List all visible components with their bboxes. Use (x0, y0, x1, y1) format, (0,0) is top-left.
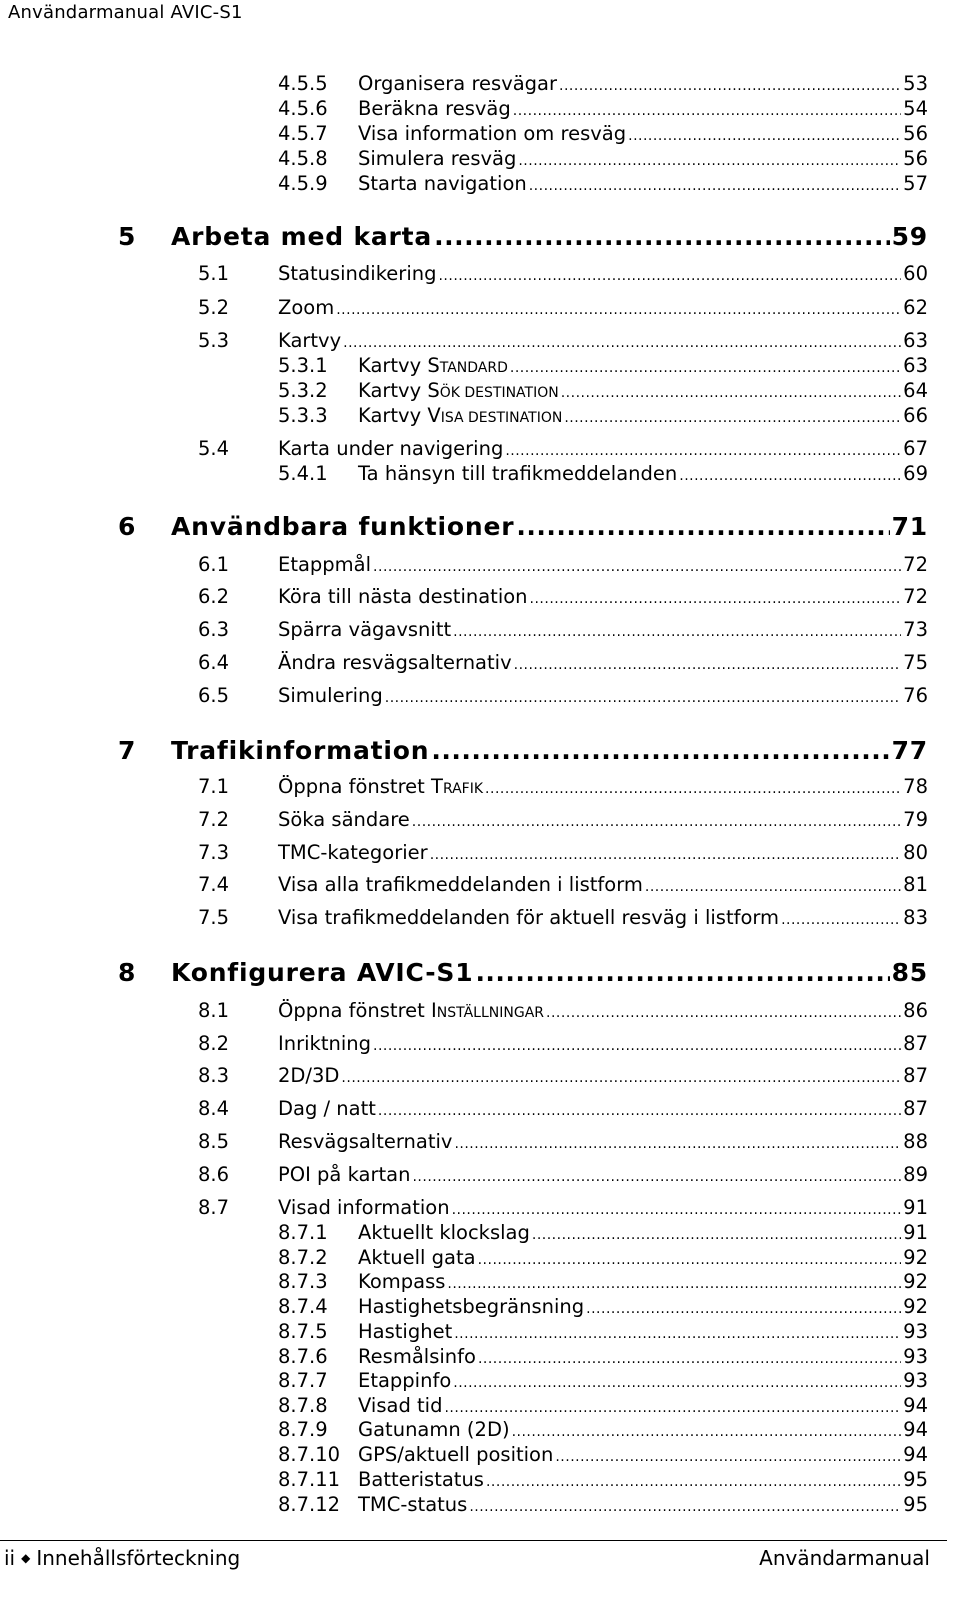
toc-entry-title (358, 379, 559, 402)
toc-entry-title (278, 775, 483, 798)
toc-leader-dots (478, 1351, 901, 1367)
toc-entry-page: 95 (903, 1493, 928, 1516)
toc-entry-page: 79 (903, 808, 928, 831)
toc-entry-page: 95 (903, 1468, 928, 1491)
toc-entry-title-text: Batteristatus (358, 1468, 484, 1491)
toc-entry-title (278, 329, 341, 352)
toc-entry-number: 7.5 (198, 906, 230, 929)
toc-leader-dots (561, 385, 901, 401)
toc-entry-title-text: Kartvy (278, 329, 342, 352)
toc-entry-number: 8.4 (198, 1097, 230, 1120)
toc-entry-number: 8.7.2 (278, 1246, 328, 1269)
toc-entry-number: 6.1 (198, 553, 230, 576)
toc-entry-title (278, 999, 544, 1022)
toc-entry-number: 8.7 (198, 1196, 230, 1219)
toc-entry-title-text: Spärra vägavsnitt (278, 618, 452, 641)
toc-leader-dots (529, 178, 901, 194)
toc-leader-dots (454, 1136, 901, 1152)
toc-entry[interactable] (198, 873, 928, 896)
toc-entry-title (278, 808, 410, 831)
toc-entry-page: 73 (903, 618, 928, 641)
toc-entry-number: 5 (118, 222, 137, 251)
toc-entry-number: 8.7.4 (278, 1295, 328, 1318)
toc-entry-title-smallcaps: NSTÄLLNINGAR (436, 1005, 545, 1021)
toc-entry-page: 93 (903, 1369, 928, 1392)
toc-entry-title-text: Visad tid (358, 1394, 443, 1417)
toc-entry-title (358, 72, 557, 95)
toc-entry-title-text: Organisera resvägar (358, 72, 558, 95)
toc-entry[interactable] (118, 512, 928, 541)
toc-leader-dots (586, 1301, 901, 1317)
toc-leader-dots (512, 1424, 902, 1440)
toc-entry-page: 56 (903, 147, 928, 170)
toc-entry[interactable] (198, 553, 928, 576)
toc-entry-number: 8.7.10 (278, 1443, 341, 1466)
toc-entry-title (358, 1394, 442, 1417)
toc-leader-dots (564, 410, 901, 426)
toc-leader-dots (453, 1375, 901, 1391)
toc-entry[interactable] (198, 841, 928, 864)
toc-entry-number: 8.7.9 (278, 1418, 328, 1441)
toc-entry-title-text: Aktuellt klockslag (358, 1221, 530, 1244)
toc-entry-title-text: TMC-kategorier (278, 841, 428, 864)
toc-entry-number: 5.4.1 (278, 462, 328, 485)
toc-entry-page: 66 (903, 404, 928, 427)
toc-leader-dots (454, 1326, 901, 1342)
toc-entry-number: 8.6 (198, 1163, 230, 1186)
toc-entry[interactable] (118, 958, 928, 987)
toc-entry-page: 67 (903, 437, 928, 460)
toc-entry-number: 7.2 (198, 808, 230, 831)
footer-divider (0, 1540, 947, 1541)
toc-entry[interactable] (198, 684, 928, 707)
toc-entry-title (358, 404, 562, 427)
toc-entry-title (278, 1130, 452, 1153)
toc-leader-dots (679, 468, 901, 484)
toc-entry-number: 6.5 (198, 684, 230, 707)
toc-entry[interactable] (278, 172, 928, 195)
toc-entry-page: 76 (903, 684, 928, 707)
toc-entry[interactable] (278, 122, 928, 145)
toc-entry-page: 60 (903, 262, 928, 285)
toc-entry-title-smallcaps: ÖK DESTINATION (439, 385, 559, 401)
toc-entry-title (358, 122, 626, 145)
toc-entry[interactable] (278, 462, 928, 485)
toc-leader-dots (447, 1276, 901, 1292)
toc-leader-dots (431, 736, 889, 765)
toc-entry-title (171, 958, 473, 987)
toc-entry-title (278, 585, 528, 608)
toc-entry-title-smallcaps-initial: S (427, 379, 440, 402)
toc-leader-dots (385, 690, 901, 706)
toc-entry[interactable] (198, 618, 928, 641)
toc-entry[interactable] (278, 1369, 928, 1392)
toc-leader-dots (343, 335, 901, 351)
toc-entry-title-text: Konfigurera AVIC-S1 (171, 958, 474, 987)
toc-entry-title (278, 841, 428, 864)
toc-leader-dots (546, 1005, 901, 1021)
toc-entry-title-text: Beräkna resväg (358, 97, 511, 120)
toc-entry-title (278, 1097, 376, 1120)
toc-entry-title (358, 1443, 553, 1466)
toc-entry-title-text: Visa information om resväg (358, 122, 627, 145)
toc-entry-title (278, 296, 334, 319)
toc-entry-page: 81 (903, 873, 928, 896)
toc-entry-title (358, 172, 527, 195)
toc-entry[interactable] (198, 1163, 928, 1186)
toc-entry-title-text: Arbeta med karta (171, 222, 433, 251)
toc-entry-page: 53 (903, 72, 928, 95)
toc-entry-title-text: Användbara funktioner (171, 512, 515, 541)
toc-leader-dots (475, 958, 889, 987)
toc-entry-title (278, 1163, 410, 1186)
toc-entry-page: 89 (903, 1163, 928, 1186)
toc-entry-title (358, 1369, 451, 1392)
toc-leader-dots (336, 302, 901, 318)
toc-entry-title-text: Statusindikering (278, 262, 437, 285)
toc-entry-title-text: Visa trafikmeddelanden för aktuell resväg i listform (278, 906, 780, 929)
toc-entry[interactable] (278, 1468, 928, 1491)
toc-entry-number: 8.7.12 (278, 1493, 341, 1516)
toc-entry-number: 7.3 (198, 841, 230, 864)
toc-entry-title-text: 2D/3D (278, 1064, 340, 1087)
toc-entry[interactable] (198, 437, 928, 460)
toc-entry-number: 8.2 (198, 1032, 230, 1055)
toc-entry-number: 6 (118, 512, 137, 541)
toc-entry-title (278, 873, 643, 896)
toc-entry-page: 62 (903, 296, 928, 319)
toc-entry-number: 8.7.3 (278, 1270, 328, 1293)
toc-entry-page: 63 (903, 329, 928, 352)
toc-entry-title-text: Simulera resväg (358, 147, 517, 170)
toc-entry[interactable] (278, 354, 928, 377)
toc-entry-number: 4.5.7 (278, 122, 328, 145)
toc-entry-title-text: Resmålsinfo (358, 1345, 476, 1368)
toc-entry-page: 75 (903, 651, 928, 674)
toc-leader-dots (373, 559, 901, 575)
toc-leader-dots (532, 1227, 901, 1243)
toc-entry-number: 8.7.8 (278, 1394, 328, 1417)
toc-leader-dots (645, 879, 901, 895)
toc-leader-dots (478, 1252, 902, 1268)
toc-entry-page: 59 (891, 222, 928, 251)
toc-entry-title-text: Visad information (278, 1196, 450, 1219)
toc-entry-title-text: Visa alla trafikmeddelanden i listform (278, 873, 643, 896)
toc-leader-dots (378, 1103, 901, 1119)
toc-entry-title-text: Kartvy (358, 354, 428, 377)
toc-entry-page: 93 (903, 1345, 928, 1368)
toc-leader-dots (530, 591, 902, 607)
toc-leader-dots (373, 1038, 901, 1054)
toc-entry-number: 8.1 (198, 999, 230, 1022)
toc-entry-title-text: Öppna fönstret (278, 999, 432, 1022)
toc-entry-title-text: Öppna fönstret (278, 775, 432, 798)
toc-entry-title-text: Aktuell gata (358, 1246, 476, 1269)
toc-entry-number: 6.2 (198, 585, 230, 608)
toc-leader-dots (628, 128, 901, 144)
toc-entry-page: 69 (903, 462, 928, 485)
diamond-icon: ◆ (21, 1551, 31, 1565)
toc-entry-title (278, 1196, 450, 1219)
toc-entry-page: 86 (903, 999, 928, 1022)
toc-entry-page: 83 (903, 906, 928, 929)
footer-section-title: Innehållsförteckning (36, 1546, 241, 1570)
toc-entry-title-smallcaps: TANDARD (439, 360, 508, 376)
toc-entry[interactable] (198, 296, 928, 319)
toc-entry[interactable] (198, 1064, 928, 1087)
toc-entry-number: 7 (118, 736, 137, 765)
toc-entry-number: 5.4 (198, 437, 230, 460)
toc-leader-dots (485, 781, 901, 797)
toc-entry-title-smallcaps: RAFIK (442, 781, 484, 797)
toc-entry-title-text: Etappinfo (358, 1369, 452, 1392)
running-header: Användarmanual AVIC-S1 (8, 2, 243, 23)
toc-entry-number: 8.7.7 (278, 1369, 328, 1392)
toc-entry[interactable] (278, 379, 928, 402)
toc-entry-title-text: Simulering (278, 684, 383, 707)
toc-leader-dots (452, 1202, 902, 1218)
toc-entry-title-smallcaps: ISA DESTINATION (440, 410, 563, 426)
toc-entry-number: 8.7.11 (278, 1468, 341, 1491)
toc-entry-number: 4.5.8 (278, 147, 328, 170)
toc-entry[interactable] (198, 262, 928, 285)
toc-entry[interactable] (278, 1345, 928, 1368)
toc-leader-dots (555, 1449, 901, 1465)
toc-entry[interactable] (198, 1130, 928, 1153)
toc-entry-number: 8 (118, 958, 137, 987)
toc-entry[interactable] (278, 1221, 928, 1244)
toc-entry-page: 88 (903, 1130, 928, 1153)
toc-leader-dots (469, 1499, 901, 1515)
toc-entry-title (278, 906, 779, 929)
toc-entry[interactable] (278, 1246, 928, 1269)
toc-leader-dots (341, 1070, 901, 1086)
toc-entry-title-text: Kompass (358, 1270, 446, 1293)
toc-entry[interactable] (278, 1295, 928, 1318)
toc-entry-title-text: POI på kartan (278, 1163, 411, 1186)
toc-entry-page: 72 (903, 553, 928, 576)
toc-entry-title-smallcaps-initial: V (427, 404, 441, 427)
toc-entry[interactable] (278, 1493, 928, 1516)
toc-entry-number: 8.3 (198, 1064, 230, 1087)
toc-entry-title-text: Kartvy (358, 379, 428, 402)
toc-entry-title (358, 1320, 452, 1343)
toc-entry-number: 8.7.5 (278, 1320, 328, 1343)
toc-leader-dots (444, 1400, 901, 1416)
toc-entry-page: 87 (903, 1032, 928, 1055)
toc-entry[interactable] (198, 651, 928, 674)
toc-entry[interactable] (198, 1097, 928, 1120)
toc-entry-title (278, 262, 436, 285)
toc-entry-number: 4.5.6 (278, 97, 328, 120)
toc-entry-title (358, 1418, 510, 1441)
toc-entry-title (358, 1468, 484, 1491)
toc-entry-title-text: Söka sändare (278, 808, 410, 831)
toc-entry[interactable] (278, 147, 928, 170)
toc-entry-title (358, 1246, 476, 1269)
toc-entry-title-text: TMC-status (358, 1493, 468, 1516)
toc-entry-page: 80 (903, 841, 928, 864)
toc-entry[interactable] (198, 1196, 928, 1219)
toc-entry-page: 77 (891, 736, 928, 765)
toc-entry-page: 63 (903, 354, 928, 377)
toc-entry[interactable] (198, 808, 928, 831)
toc-entry-title-text: Inriktning (278, 1032, 371, 1055)
toc-entry-page: 92 (903, 1295, 928, 1318)
toc-entry[interactable] (278, 1270, 928, 1293)
toc-entry-title (278, 618, 451, 641)
footer-page-number: ii (4, 1546, 16, 1570)
toc-entry-title-text: Karta under navigering (278, 437, 504, 460)
toc-entry-page: 87 (903, 1097, 928, 1120)
toc-entry-title-text: Kartvy (358, 404, 428, 427)
toc-entry-title-text: Ta hänsyn till trafikmeddelanden (358, 462, 678, 485)
toc-entry-title (171, 222, 432, 251)
toc-entry[interactable] (198, 1032, 928, 1055)
toc-entry-title (358, 1270, 445, 1293)
toc-entry-title-text: GPS/aktuell position (358, 1443, 554, 1466)
toc-leader-dots (510, 360, 901, 376)
toc-entry-title-text: Starta navigation (358, 172, 527, 195)
toc-entry-title (171, 736, 429, 765)
toc-leader-dots (434, 222, 890, 251)
toc-entry-title-text: Zoom (278, 296, 335, 319)
toc-entry-title (358, 354, 508, 377)
toc-entry-number: 5.1 (198, 262, 230, 285)
toc-entry-page: 94 (903, 1418, 928, 1441)
toc-entry-title (278, 1064, 339, 1087)
footer-manual-title: Användarmanual (759, 1546, 930, 1570)
toc-entry[interactable] (278, 1320, 928, 1343)
toc-entry-number: 7.1 (198, 775, 230, 798)
toc-entry-page: 87 (903, 1064, 928, 1087)
toc-entry[interactable] (118, 736, 928, 765)
toc-leader-dots (453, 624, 901, 640)
toc-entry-page: 94 (903, 1443, 928, 1466)
toc-entry[interactable] (278, 97, 928, 120)
toc-entry-title-text: Gatunamn (2D) (358, 1418, 510, 1441)
toc-entry-page: 94 (903, 1394, 928, 1417)
toc-entry-title (278, 1032, 371, 1055)
toc-entry-page: 85 (891, 958, 928, 987)
toc-leader-dots (486, 1474, 901, 1490)
toc-entry-title-text: Köra till nästa destination (278, 585, 528, 608)
toc-entry-number: 5.3.2 (278, 379, 328, 402)
toc-entry-title-text: Dag / natt (278, 1097, 376, 1120)
toc-entry[interactable] (278, 1418, 928, 1441)
toc-leader-dots (518, 153, 901, 169)
toc-entry-number: 8.7.1 (278, 1221, 328, 1244)
toc-leader-dots (781, 912, 901, 928)
toc-entry-title (358, 1221, 530, 1244)
toc-leader-dots (516, 512, 889, 541)
toc-entry-title-smallcaps-initial: T (431, 775, 443, 798)
toc-entry-title (278, 437, 503, 460)
toc-entry-title-text: Hastighetsbegränsning (358, 1295, 585, 1318)
toc-entry-title (358, 1295, 584, 1318)
toc-leader-dots (412, 814, 901, 830)
toc-entry-title-text: Hastighet (358, 1320, 453, 1343)
toc-entry-title (171, 512, 514, 541)
toc-entry-title (278, 684, 383, 707)
toc-entry-title (278, 651, 512, 674)
toc-entry-number: 5.2 (198, 296, 230, 319)
toc-entry[interactable] (118, 222, 928, 251)
toc-entry[interactable] (278, 72, 928, 95)
toc-entry[interactable] (198, 585, 928, 608)
toc-leader-dots (505, 443, 901, 459)
toc-leader-dots (559, 78, 901, 94)
toc-entry[interactable] (278, 1394, 928, 1417)
toc-entry-title-text: Etappmål (278, 553, 372, 576)
toc-entry-number: 6.4 (198, 651, 230, 674)
toc-entry-page: 92 (903, 1270, 928, 1293)
toc-entry-title (278, 553, 371, 576)
toc-entry-number: 6.3 (198, 618, 230, 641)
toc-entry-page: 72 (903, 585, 928, 608)
toc-entry-page: 64 (903, 379, 928, 402)
toc-entry-number: 7.4 (198, 873, 230, 896)
toc-leader-dots (514, 657, 902, 673)
toc-entry-number: 4.5.9 (278, 172, 328, 195)
footer-left (4, 1546, 240, 1570)
toc-entry-title-text: Trafikinformation (171, 736, 430, 765)
toc-entry-page: 91 (903, 1196, 928, 1219)
toc-entry-number: 8.5 (198, 1130, 230, 1153)
toc-leader-dots (412, 1169, 901, 1185)
toc-entry-title-text: Resvägsalternativ (278, 1130, 453, 1153)
toc-entry-page: 56 (903, 122, 928, 145)
toc-entry-page: 78 (903, 775, 928, 798)
toc-entry-title-smallcaps-initial: I (431, 999, 437, 1022)
toc-entry[interactable] (198, 906, 928, 929)
toc-leader-dots (438, 268, 901, 284)
toc-entry-title (358, 147, 516, 170)
toc-entry-page: 92 (903, 1246, 928, 1269)
toc-leader-dots (430, 847, 901, 863)
toc-entry[interactable] (198, 775, 928, 798)
toc-entry-title (358, 1345, 476, 1368)
toc-entry-page: 91 (903, 1221, 928, 1244)
toc-entry[interactable] (278, 1443, 928, 1466)
toc-entry[interactable] (278, 404, 928, 427)
toc-entry-number: 8.7.6 (278, 1345, 328, 1368)
toc-entry[interactable] (198, 329, 928, 352)
toc-leader-dots (513, 103, 901, 119)
toc-entry-title-smallcaps-initial: S (427, 354, 440, 377)
toc-entry-title-text: Ändra resvägsalternativ (278, 651, 512, 674)
toc-entry[interactable] (198, 999, 928, 1022)
toc-entry-title (358, 1493, 467, 1516)
toc-entry-page: 57 (903, 172, 928, 195)
toc-entry-number: 4.5.5 (278, 72, 328, 95)
toc-entry-title (358, 97, 511, 120)
toc-entry-page: 54 (903, 97, 928, 120)
toc-entry-number: 5.3.1 (278, 354, 328, 377)
toc-entry-page: 71 (891, 512, 928, 541)
toc-entry-number: 5.3 (198, 329, 230, 352)
toc-entry-title (358, 462, 677, 485)
toc-entry-page: 93 (903, 1320, 928, 1343)
toc-entry-number: 5.3.3 (278, 404, 328, 427)
